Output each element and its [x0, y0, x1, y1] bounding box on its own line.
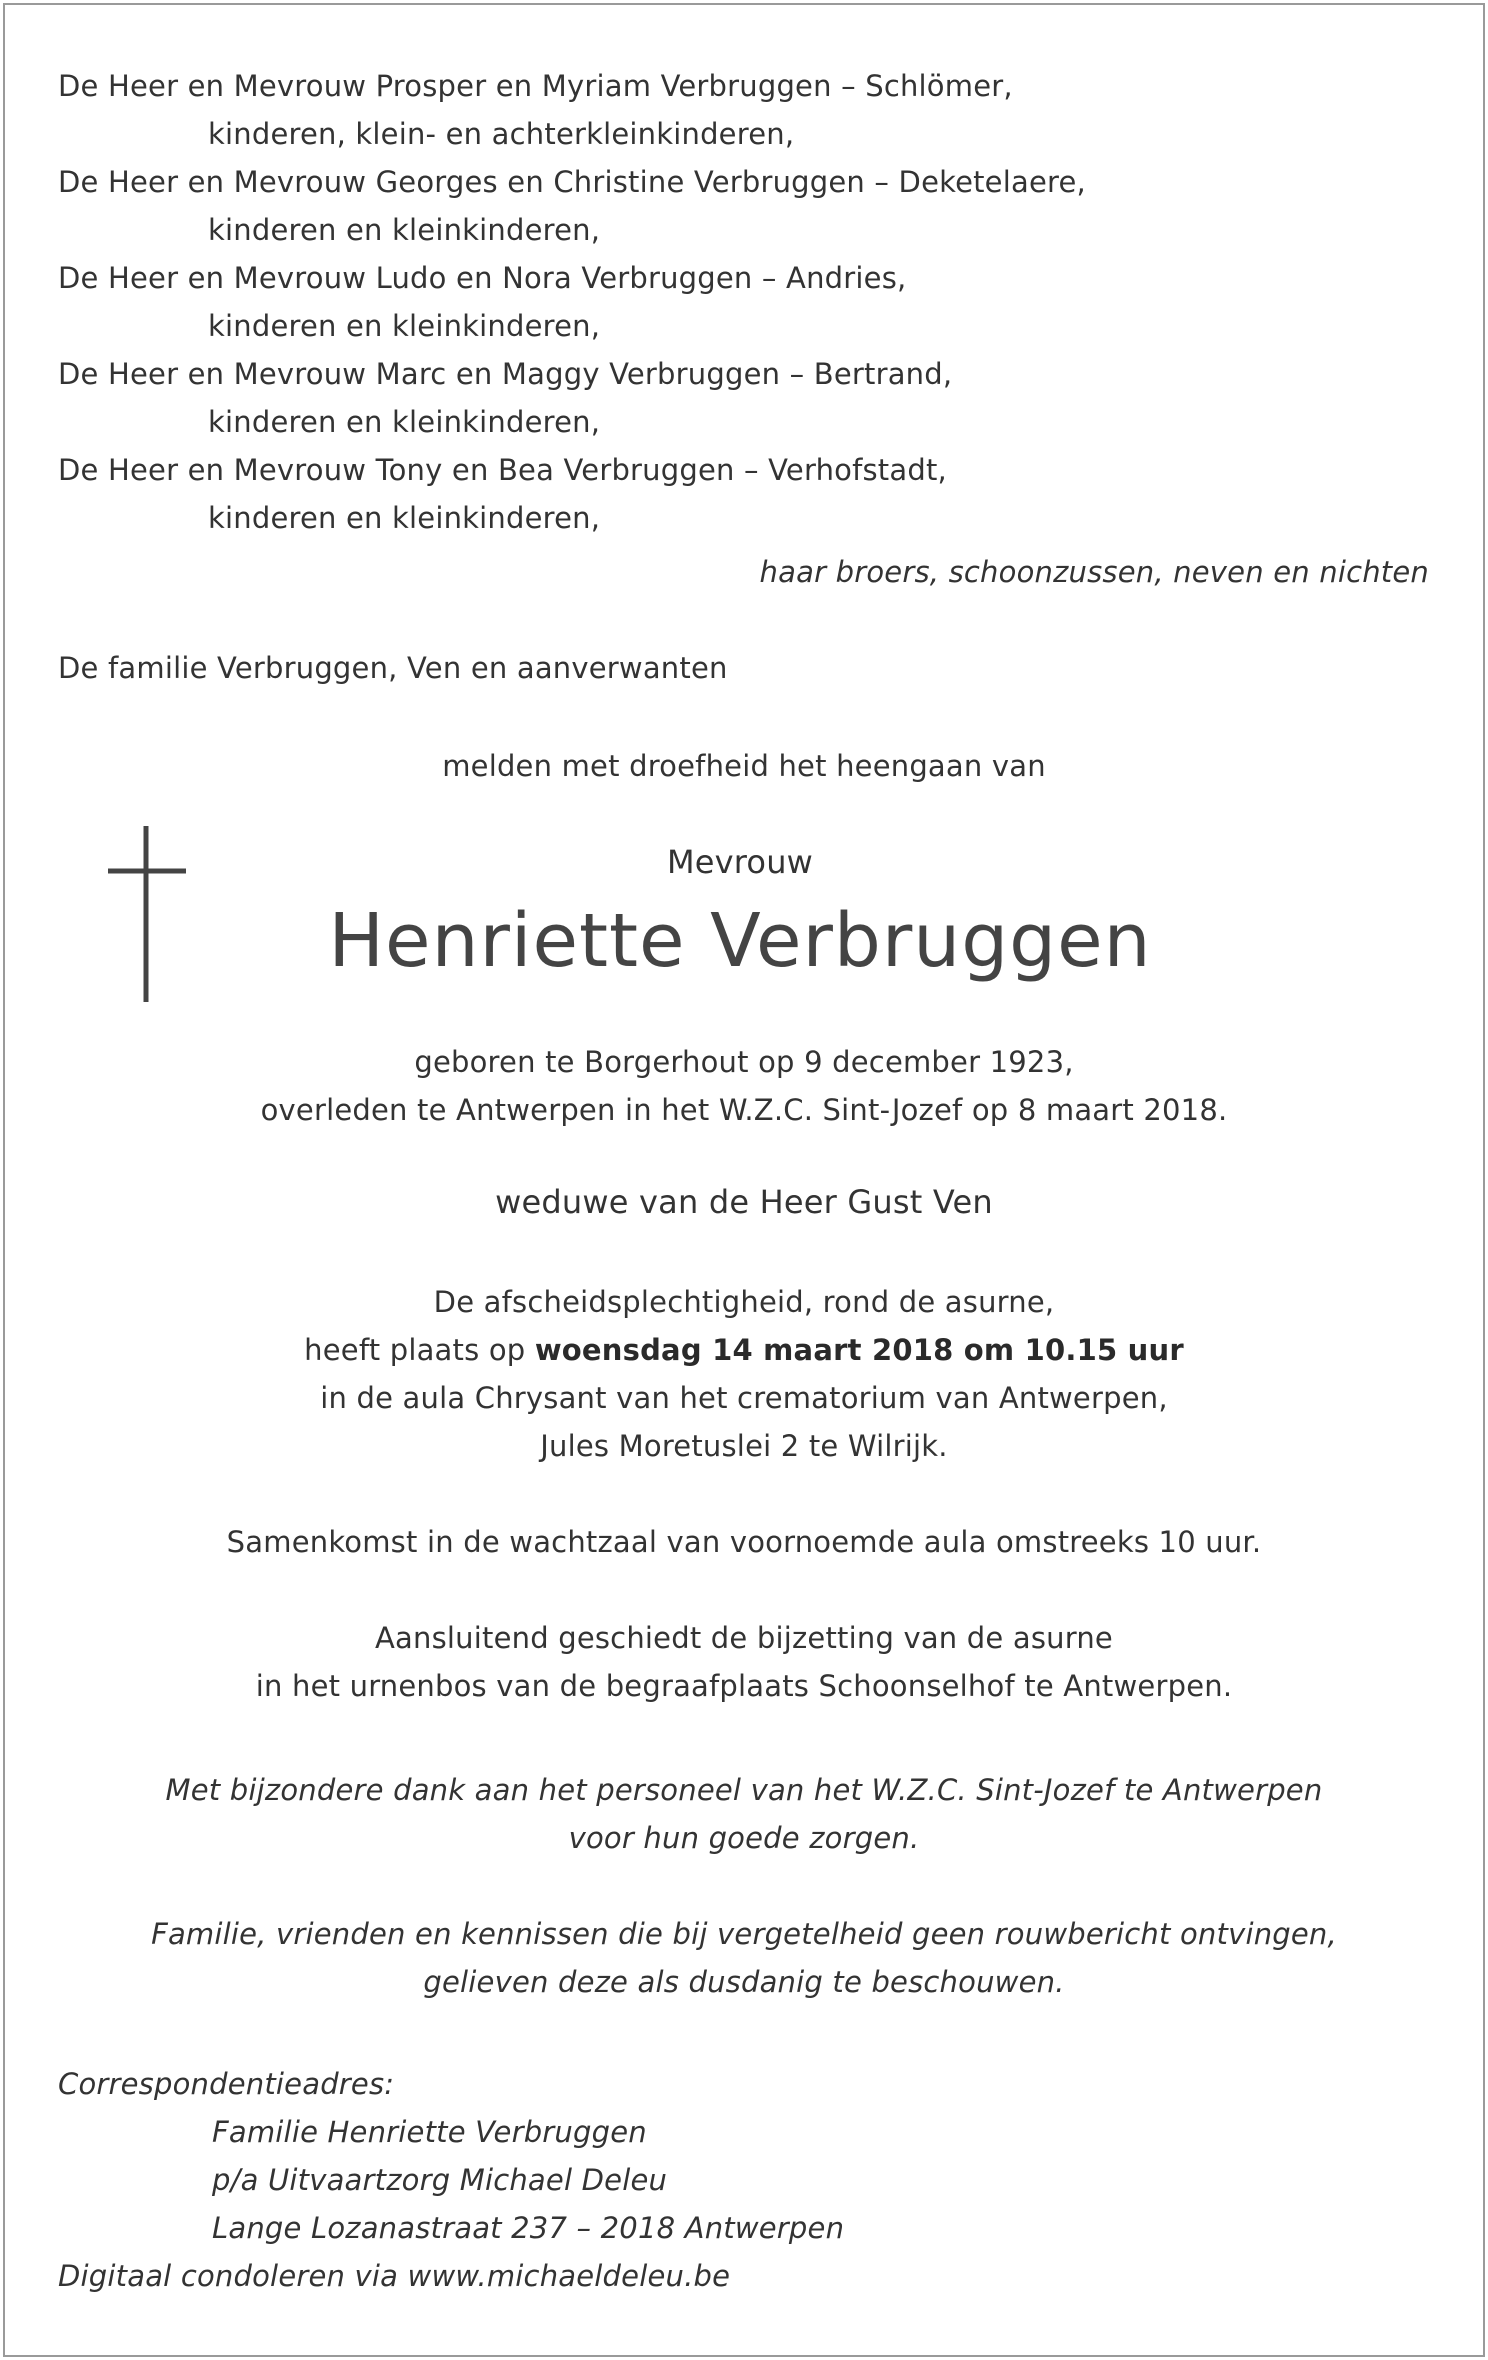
burial-line-1: Aansluitend geschiedt de bijzetting van de asurne [375, 1621, 1113, 1655]
family-line-5: De Heer en Mevrouw Tony en Bea Verbruggen – Verhofstadt, [58, 453, 947, 487]
announcement: melden met droefheid het heengaan van [442, 749, 1046, 783]
gathering-line: Samenkomst in de wachtzaal van voornoemde aula omstreeks 10 uur. [226, 1525, 1262, 1559]
ceremony-line-1: De afscheidsplechtigheid, rond de asurne, [433, 1285, 1055, 1319]
extended-family: De familie Verbruggen, Ven en aanverwanten [58, 651, 728, 685]
burial-line-2: in het urnenbos van de begraafplaats Schoonselhof te Antwerpen. [255, 1669, 1233, 1703]
ceremony-line-4: Jules Moretuslei 2 te Wilrijk. [540, 1429, 948, 1463]
correspondence-line-2: p/a Uitvaartzorg Michael Deleu [212, 2163, 668, 2197]
notice-line-2: gelieven deze als dusdanig te beschouwen. [423, 1965, 1065, 1999]
family-line-2: De Heer en Mevrouw Georges en Christine Verbruggen – Deketelaere, [58, 165, 1086, 199]
family-line-3: De Heer en Mevrouw Ludo en Nora Verbruggen – Andries, [58, 261, 907, 295]
deceased-title: Mevrouw [666, 843, 814, 881]
ceremony-line-3: in de aula Chrysant van het crematorium van Antwerpen, [320, 1381, 1168, 1415]
family-line-3-sub: kinderen en kleinkinderen, [208, 309, 601, 343]
family-line-4-sub: kinderen en kleinkinderen, [208, 405, 601, 439]
family-line-4: De Heer en Mevrouw Marc en Maggy Verbruggen – Bertrand, [58, 357, 953, 391]
birth-line: geboren te Borgerhout op 9 december 1923, [414, 1045, 1074, 1079]
deceased-name: Henriette Verbruggen [328, 898, 1152, 984]
thanks-line-2: voor hun goede zorgen. [568, 1821, 920, 1855]
widow-line: weduwe van de Heer Gust Ven [495, 1183, 993, 1221]
correspondence-line-1: Familie Henriette Verbruggen [212, 2115, 647, 2149]
ceremony-datetime: woensdag 14 maart 2018 om 10.15 uur [534, 1333, 1184, 1367]
correspondence-line-3: Lange Lozanastraat 237 – 2018 Antwerpen [212, 2211, 845, 2245]
death-line: overleden te Antwerpen in het W.Z.C. Sint-Jozef op 8 maart 2018. [260, 1093, 1228, 1127]
online-condolence: Digitaal condoleren via www.michaeldeleu.be [58, 2259, 731, 2293]
thanks-line-1: Met bijzondere dank aan het personeel van het W.Z.C. Sint-Jozef te Antwerpen [165, 1773, 1323, 1807]
family-line-5-sub: kinderen en kleinkinderen, [208, 501, 601, 535]
family-relation: haar broers, schoonzussen, neven en nichten [759, 555, 1429, 589]
family-line-2-sub: kinderen en kleinkinderen, [208, 213, 601, 247]
family-line-1: De Heer en Mevrouw Prosper en Myriam Verbruggen – Schlömer, [58, 69, 1013, 103]
notice-line-1: Familie, vrienden en kennissen die bij vergetelheid geen rouwbericht ontvingen, [151, 1917, 1337, 1951]
ceremony-line-2 [0, 1330, 1488, 1370]
correspondence-label: Correspondentieadres: [58, 2067, 395, 2101]
family-line-1-sub: kinderen, klein- en achterkleinkinderen, [208, 117, 795, 151]
ceremony-line-2-prefix: heeft plaats op [304, 1333, 535, 1367]
